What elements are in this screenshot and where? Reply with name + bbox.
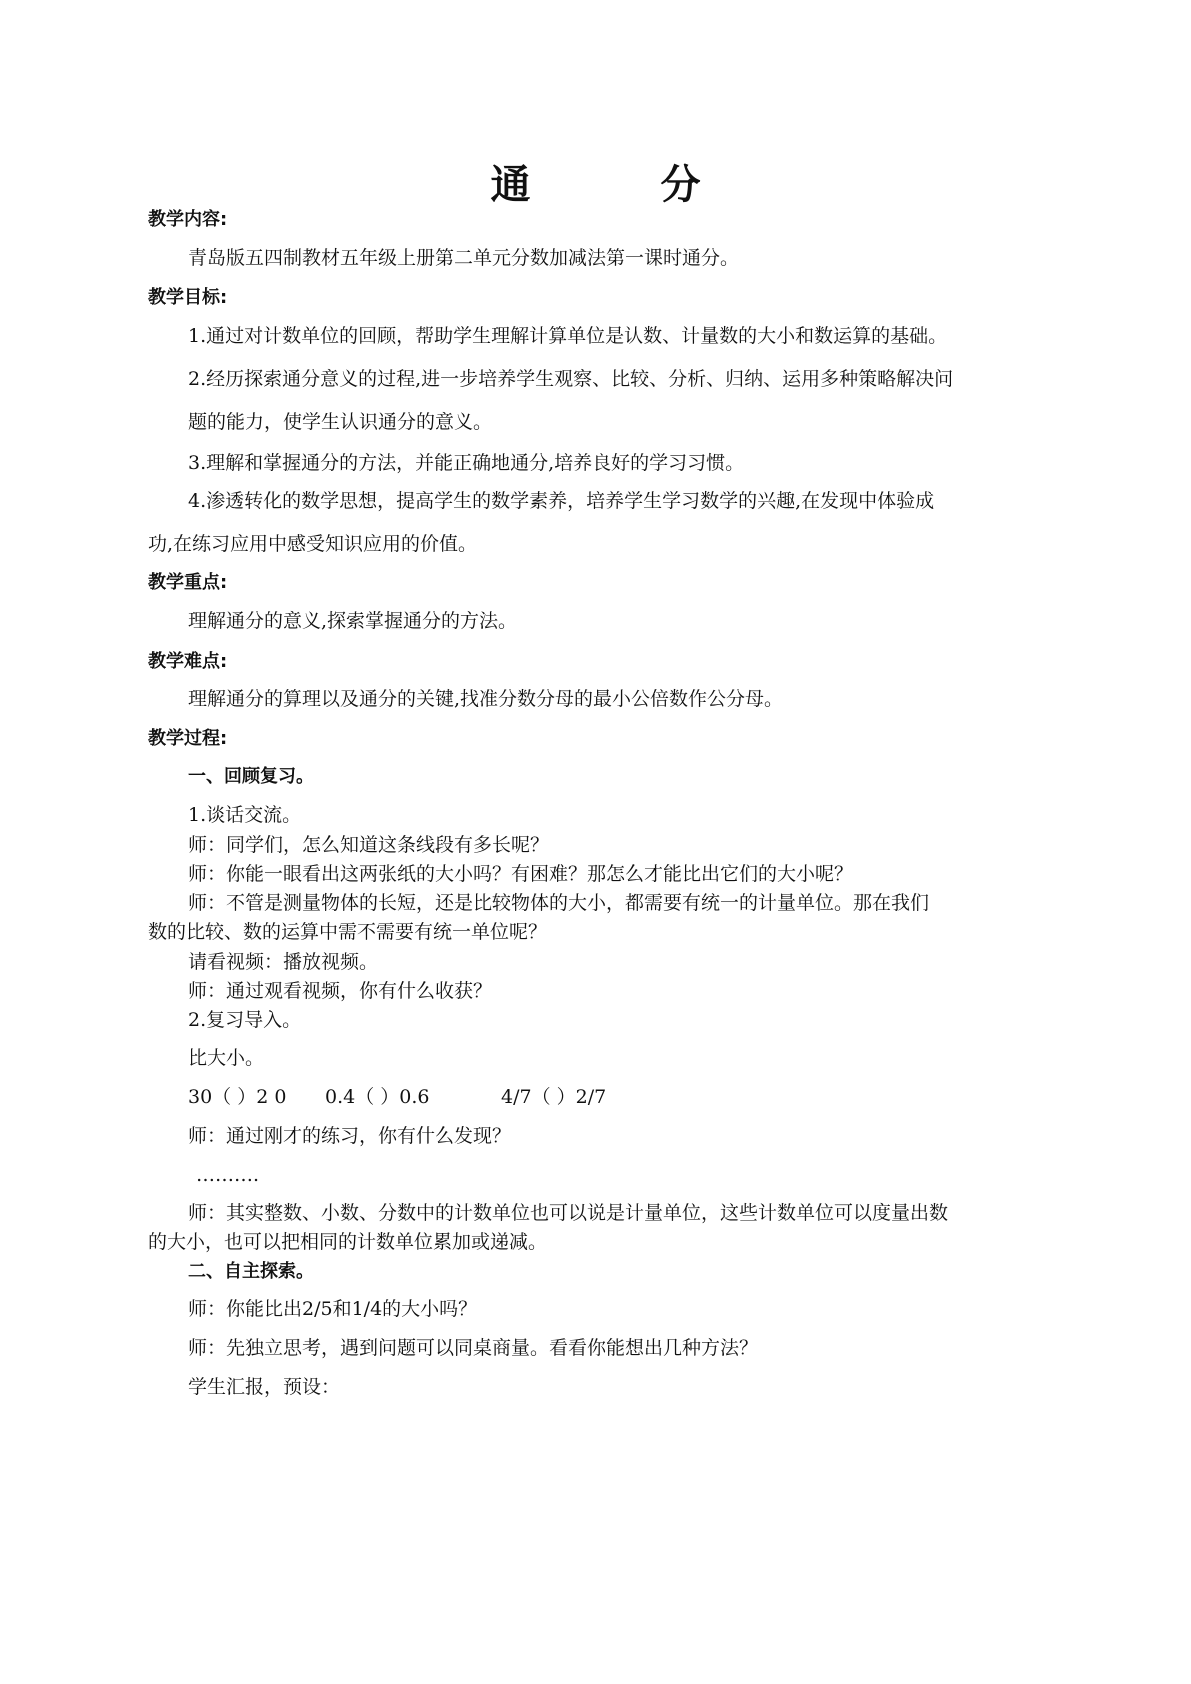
section-heading-goals: 教学目标: [148,287,228,308]
goal-4-line-1: 4.渗透转化的数学思想，提高学生的数学素养，培养学生学习数学的兴趣,在发现中体验成 [188,490,935,512]
page-title: 通 分 [490,162,759,208]
part-1-line-4b: 数的比较、数的运算中需不需要有统一单位呢？ [148,921,548,943]
part-1-line-11a: 师：其实整数、小数、分数中的计数单位也可以说是计量单位，这些计数单位可以度量出数 [188,1202,949,1224]
part-1-line-8: 比大小。 [188,1047,265,1069]
part-1-line-2: 师：同学们，怎么知道这条线段有多长呢？ [188,834,550,856]
part-2-title: 二、自主探索。 [188,1261,314,1282]
part-1-line-1: 1.谈话交流。 [188,804,302,826]
goal-2-line-1: 2.经历探索通分意义的过程,进一步培养学生观察、比较、分析、归纳、运用多种策略解决问 [188,368,954,390]
goal-2-line-2: 题的能力，使学生认识通分的意义。 [188,411,493,433]
part-1-line-9: 师：通过刚才的练习，你有什么发现？ [188,1125,512,1147]
goal-4-line-2: 功,在练习应用中感受知识应用的价值。 [148,533,478,555]
part-1-line-5: 请看视频：播放视频。 [188,951,379,973]
goal-3: 3.理解和掌握通分的方法，并能正确地通分,培养良好的学习习惯。 [188,452,745,474]
compare-item-2: 0.4（ ）0.6 [325,1086,430,1108]
part-2-line-2: 师：先独立思考，遇到问题可以同桌商量。看看你能想出几种方法？ [188,1337,759,1359]
part-1-line-7: 2.复习导入。 [188,1009,302,1031]
compare-item-3: 4/7（ ）2/7 [501,1086,607,1108]
section-heading-process: 教学过程: [148,728,228,749]
content-text: 青岛版五四制教材五年级上册第二单元分数加减法第一课时通分。 [188,247,740,269]
compare-item-1: 30（ ）2 0 [188,1086,287,1108]
key-points-text: 理解通分的意义,探索掌握通分的方法。 [188,610,518,632]
part-1-line-4a: 师：不管是测量物体的长短，还是比较物体的大小，都需要有统一的计量单位。那在我们 [188,892,930,914]
section-heading-key-points: 教学重点: [148,572,228,593]
part-1-line-6: 师：通过观看视频，你有什么收获？ [188,980,493,1002]
part-1-line-11b: 的大小，也可以把相同的计数单位累加或递减。 [148,1231,548,1253]
section-heading-difficulties: 教学难点: [148,651,228,672]
difficulties-text: 理解通分的算理以及通分的关键,找准分数分母的最小公倍数作公分母。 [188,688,784,710]
part-1-title: 一、回顾复习。 [188,766,314,787]
part-2-line-1: 师：你能比出2/5和1/4的大小吗？ [188,1298,478,1320]
goal-1: 1.通过对计数单位的回顾，帮助学生理解计算单位是认数、计量数的大小和数运算的基础。 [188,325,948,347]
part-1-ellipsis: ………. [196,1164,260,1186]
part-2-line-3: 学生汇报，预设： [188,1376,341,1398]
part-1-line-3: 师：你能一眼看出这两张纸的大小吗？有困难？那怎么才能比出它们的大小呢？ [188,863,854,885]
section-heading-content: 教学内容: [148,209,228,230]
